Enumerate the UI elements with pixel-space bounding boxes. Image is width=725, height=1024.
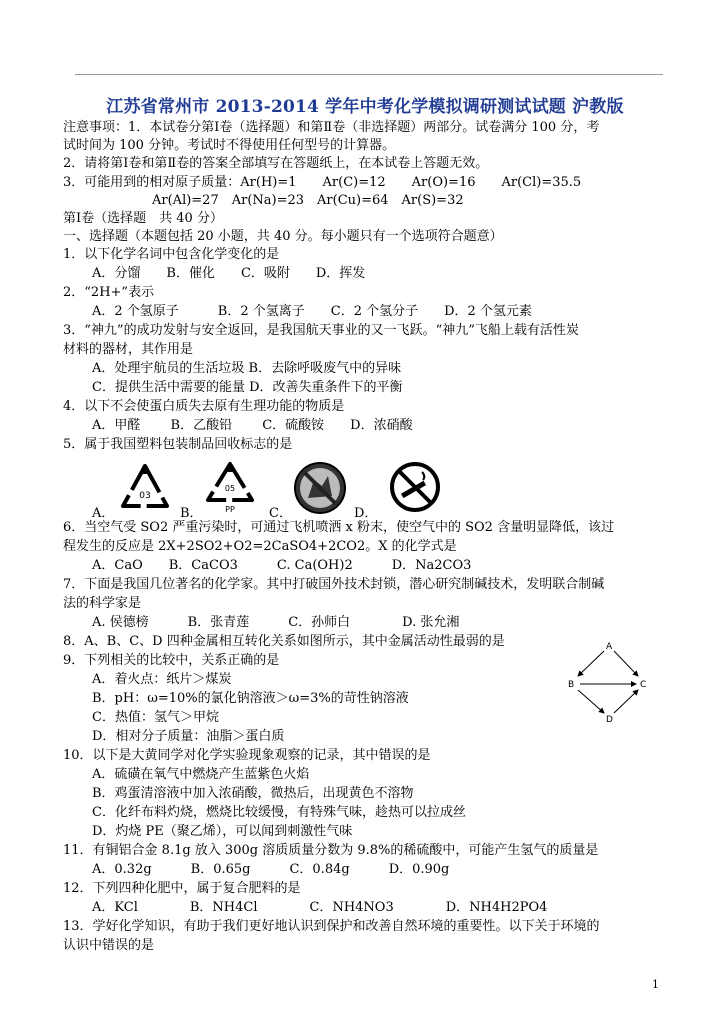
- note-line-2: 试时间为 100 分钟。考试时不得使用任何型号的计算器。: [63, 138, 396, 153]
- q7-options: A. 侯德榜 B．张青莲 C．孙师白 D. 张允湘: [92, 615, 460, 630]
- q5-label-c: C．: [269, 506, 292, 521]
- metal-conversion-diagram: [560, 636, 670, 726]
- q6-stem-2: 程发生的反应是 2X+2SO2+O2=2CaSO4+2CO2。X 的化学式是: [63, 539, 457, 554]
- note-line-5: Ar(Al)=27 Ar(Na)=23 Ar(Cu)=64 Ar(S)=32: [152, 193, 464, 208]
- no-littering-icon: [292, 460, 348, 516]
- q11-options: A．0.32g B．0.65g C．0.84g D．0.90g: [92, 862, 450, 877]
- q3-option-1: A．处理宇航员的生活垃圾 B．去除呼吸废气中的异味: [92, 361, 402, 376]
- q12-stem: 12．下列四种化肥中，属于复合肥料的是: [63, 881, 301, 896]
- node-b: B: [568, 680, 575, 690]
- q6-stem-1: 6．当空气受 SO2 严重污染时，可通过飞机喷洒 x 粉末，使空气中的 SO2 含量明显降低，该过: [63, 520, 615, 535]
- q4-options: A．甲醛 B．乙酸铅 C．硫酸铵 D．浓硝酸: [92, 418, 413, 433]
- q9-option-a: A．着火点：纸片＞煤炭: [92, 672, 232, 687]
- q6-options: A．CaO B．CaCO3 C. Ca(OH)2 D．Na2CO3: [92, 558, 472, 573]
- page-title: 江苏省常州市 2013-2014 学年中考化学模拟调研测试试题 沪教版: [106, 97, 624, 117]
- q1-stem: 1．以下化学名词中包含化学变化的是: [63, 247, 280, 262]
- q3-stem-1: 3．“神九”的成功发射与安全返回，是我国航天事业的又一飞跃。“神九”飞船上载有活性炭: [63, 323, 579, 338]
- q9-option-c: C．热值：氢气＞甲烷: [92, 710, 219, 725]
- section-heading: 一、选择题（本题包括 20 小题，共 40 分。每小题只有一个选项符合题意）: [63, 229, 503, 244]
- svg-text:PP: PP: [225, 505, 235, 514]
- q5-stem: 5．属于我国塑料包装制品回收标志的是: [63, 437, 293, 452]
- note-line-4: 3．可能用到的相对原子质量：Ar(H)=1 Ar(C)=12 Ar(O)=16 Ar(Cl)=35.5: [63, 175, 582, 190]
- recycle-03-icon: [119, 462, 171, 512]
- recycle-05-pp-icon: [204, 460, 256, 514]
- header-rule: [75, 74, 663, 75]
- note-line-3: 2．请将第Ⅰ卷和第Ⅱ卷的答案全部填写在答题纸上，在本试卷上答题无效。: [63, 156, 489, 171]
- node-d: D: [606, 715, 613, 725]
- q11-stem: 11．有铜铝合金 8.1g 放入 300g 溶质质量分数为 9.8%的稀硫酸中，可能产生氢气的质量是: [63, 843, 599, 858]
- no-smoking-icon: [388, 460, 442, 514]
- svg-text:03: 03: [139, 491, 151, 501]
- q9-option-b: B．pH：ω=10%的氯化钠溶液＞ω=3%的苛性钠溶液: [92, 691, 409, 706]
- q2-stem: 2．“2H+”表示: [63, 285, 155, 300]
- q10-option-a: A．硫磺在氧气中燃烧产生蓝紫色火焰: [92, 767, 310, 782]
- q13-stem-1: 13．学好化学知识，有助于我们更好地认识到保护和改善自然环境的重要性。以下关于环境的: [63, 919, 600, 934]
- q10-option-c: C．化纤布料灼烧，燃烧比较缓慢，有特殊气味，趁热可以拉成丝: [92, 805, 466, 820]
- q7-stem-2: 法的科学家是: [63, 596, 142, 611]
- node-a: A: [606, 642, 613, 652]
- q9-option-d: D．相对分子质量：油脂＞蛋白质: [92, 729, 285, 744]
- q1-options: A．分馏 B．催化 C．吸附 D．挥发: [92, 266, 366, 281]
- q8-stem: 8．A、B、C、D 四种金属相互转化关系如图所示，其中金属活动性最弱的是: [63, 634, 505, 649]
- q3-option-2: C．提供生活中需要的能量 D．改善失重条件下的平衡: [92, 380, 403, 395]
- q10-option-b: B．鸡蛋清溶液中加入浓硝酸，微热后，出现黄色不溶物: [92, 786, 414, 801]
- q2-options: A．2 个氢原子 B．2 个氢离子 C．2 个氢分子 D．2 个氢元素: [92, 304, 532, 319]
- q4-stem: 4．以下不会使蛋白质失去原有生理功能的物质是: [63, 399, 345, 414]
- q12-options: A．KCl B．NH4Cl C．NH4NO3 D．NH4H2PO4: [92, 900, 548, 915]
- q5-recycle-icons: [92, 460, 552, 520]
- node-c: C: [640, 680, 647, 690]
- part-heading: 第Ⅰ卷（选择题 共 40 分）: [63, 211, 223, 226]
- svg-text:05: 05: [224, 484, 236, 493]
- q5-label-b: B．: [180, 506, 203, 521]
- q5-label-d: D．: [354, 506, 378, 521]
- q7-stem-1: 7．下面是我国几位著名的化学家。其中打破国外技术封锁，潜心研究制碱技术，发明联合制碱: [63, 577, 605, 592]
- q13-stem-2: 认识中错误的是: [63, 938, 155, 953]
- q5-label-a: A．: [92, 506, 115, 521]
- q10-option-d: D．灼烧 PE（聚乙烯），可以闻到刺激性气味: [92, 824, 353, 839]
- note-line-1: 注意事项：1．本试卷分第Ⅰ卷（选择题）和第Ⅱ卷（非选择题）两部分。试卷满分 100 分，考: [63, 120, 600, 135]
- q10-stem: 10．以下是大黄同学对化学实验现象观察的记录，其中错误的是: [63, 748, 431, 763]
- page-number: 1: [652, 978, 659, 991]
- q9-stem: 9．下列相关的比较中，关系正确的是: [63, 653, 280, 668]
- q3-stem-2: 材料的器材，其作用是: [63, 342, 194, 357]
